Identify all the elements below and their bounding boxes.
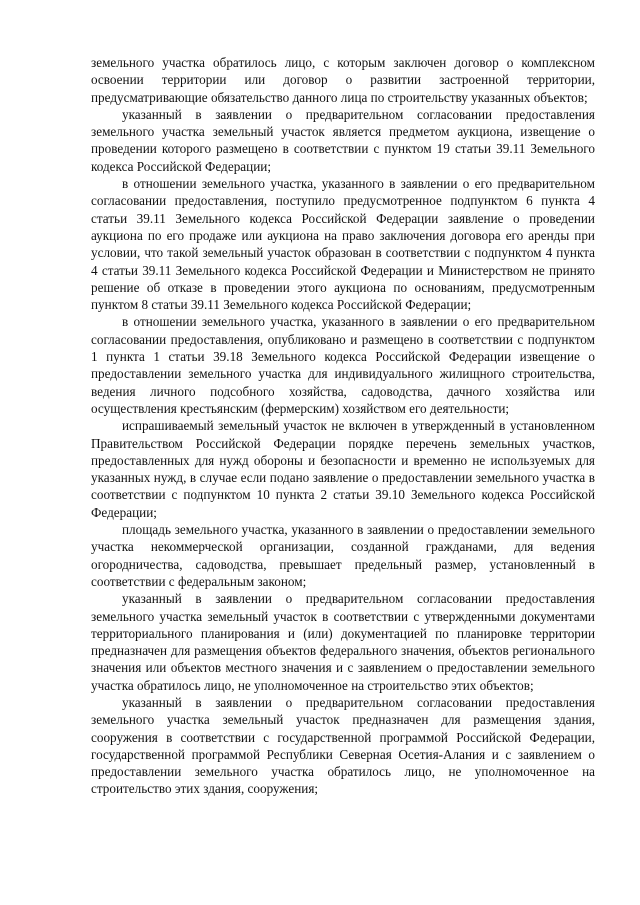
paragraph-auction-application: в отношении земельного участка, указанного в заявлении о его предварительном согласовании предоставления, поступило предусмотренное подпунктом 6 пункта 4 статьи 39.11 Земельного кодекса Российской Федерации заявление о проведении аукциона по его продаже или аукциона на право заключения договора его аренды при условии, что такой земельный участок образован в соответствии с подпунктом 4 пункта 4 статьи 39.11 Земельного кодекса Российской Федерации и Министерством не принято решение об отказе в проведении этого аукциона по основаниям, предусмотренным пунктом 8 статьи 39.11 Земельного кодекса Российской Федерации; [91,176,595,313]
paragraph-area-limit: площадь земельного участка, указанного в заявлении о предоставлении земельного участка некоммерческой организации, созданной гражданами, для ведения огородничества, садоводства, превышает предельный размер, установленный в соответствии с федеральным законом; [91,522,595,589]
paragraph-published-notice: в отношении земельного участка, указанного в заявлении о его предварительном согласовании предоставления, опубликовано и размещено в соответствии с подпунктом 1 пункта 1 статьи 39.18 Земельного кодекса Российской Федерации извещение о предоставлении земельного участка для индивидуального жилищного строительства, ведения личного подсобного хозяйства, садоводства, дачного хозяйства или осуществления крестьянским (фермерским) хозяйством его деятельности; [91,314,595,416]
paragraph-auction-notice: указанный в заявлении о предварительном согласовании предоставления земельного участка земельный участок является предметом аукциона, извещение о проведении которого размещено в соответствии с пунктом 19 статьи 39.11 Земельного кодекса Российской Федерации; [91,106,595,174]
document-body [91,54,595,798]
paragraph-state-program: указанный в заявлении о предварительном согласовании предоставления земельного участка земельный участок предназначен для размещения здания, сооружения в соответствии с государственной программой Российской Федерации, государственной программой Республики Северная Осетия-Алания и с заявлением о предоставлении земельного участка обратилось лицо, не уполномоченное на строительство этих здания, сооружения; [91,694,595,797]
paragraph-defense-list: испрашиваемый земельный участок не включен в утвержденный в установленном Правительством Российской Федерации порядке перечень земельных участков, предоставленных для нужд обороны и безопасности и временно не используемых для указанных нужд, в случае если подано заявление о предоставлении земельного участка в соответствии с подпунктом 10 пункта 2 статьи 39.10 Земельного кодекса Российской Федерации; [91,418,595,520]
paragraph-continuation: земельного участка обратилось лицо, с которым заключен договор о комплексном освоении территории или договор о развитии застроенной территории, предусматривающие обязательство данного лица по строительству указанных объектов; [91,55,595,105]
paragraph-planning-objects: указанный в заявлении о предварительном согласовании предоставления земельного участка земельный участок в соответствии с утвержденными документами территориального планирования и (или) документацией по планировке территории предназначен для размещения объектов федерального значения, объектов регионального значения или объектов местного значения и с заявлением о предоставлении земельного участка обратилось лицо, не уполномоченное на строительство этих объектов; [91,591,595,693]
